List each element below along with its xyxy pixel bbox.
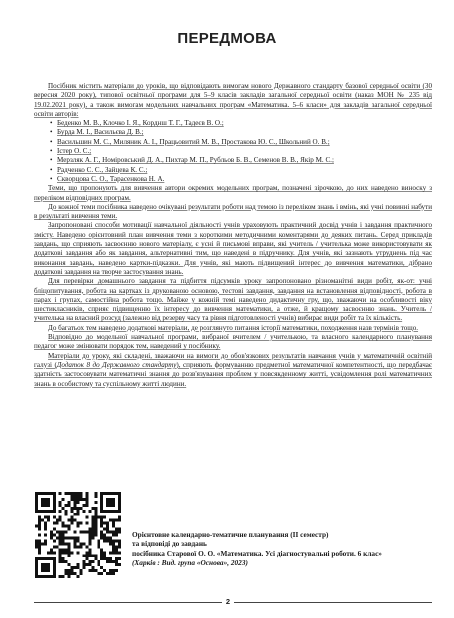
paragraph-order-text: Відповідно до модельної навчальної програми, вибраної вчителем / учителькою, та власного календарного планування педагог може змінювати порядок тем, наведений у посібнику. [34,333,432,351]
paragraph-competence-text [34,352,432,388]
author-item: • Васильшин М. С., Миляник А. І., Працьовитий М. В., Простакова Ю. С., Школьний О. В.; [50,138,432,147]
author-item: • Радченко С. С., Зайцева К. С.; [50,166,432,175]
paragraph-history-text: До багатьох тем наведено додаткові матеріали, де розглянуто питання історії математики, походження назв термінів тощо. [48,323,419,332]
competence-part-1: Матеріали до уроку, які складені, зважаючи на вимоги до обов'язкових результатів навчання учнів у математичній освітній галузі ( [34,351,432,369]
paragraph-homework-text: Для перевірки домашнього завдання та підбиття підсумків уроку запропоновано різноманітні види робіт, як-от: учні бліцопитування, робота на картках із друкованою основою, тестові завдання, завдання на встановлення відповідності, робота в парах і групах, самостійна робота тощо. Майже у кожній темі наведено дидактичну гру, що, зважаючи на особливості віку шестикласників, сприяє підвищенню їх інтересу до вивчення математики, а отже, й кращому засвоєнню знань. Учитель / учителька на власний розсуд (залежно від резерву часу та рівня підготовленості учнів) вибирає види робіт та їх кількість. [34,277,432,323]
paragraph-order [34,333,432,352]
footer-rule-left [34,602,222,603]
qr-caption-line-3: посібника Старової О. О. «Математика. Усі діагностувальні роботи. 6 клас» [132,548,382,558]
paragraph-results [34,203,432,222]
paragraph-competence [34,352,432,389]
paragraph-results-text: До кожної теми посібника наведено очікувані результати роботи над темою із переліком знань і вмінь, які учні повинні набути в результаті вивчення теми. [34,202,432,221]
footer-rule-right [234,602,432,603]
paragraph-asterisk [34,184,432,203]
author-item: • Скворцова С. О., Тарасенкова Н. А. [50,175,432,184]
qr-caption [132,530,432,568]
competence-part-2: ), сприяють формуванню предметної математичної компетентності, що передбачає здатність застосовувати математичні знання до розв'язування проблем у повсякденному житті, усвідомлення ролі математичних знань в особистому та суспільному житті людини. [34,360,432,388]
paragraph-homework [34,277,432,323]
qr-caption-line-4: (Харків : Вид. група «Основа», 2023) [132,558,248,568]
qr-code[interactable] [35,492,121,578]
paragraph-asterisk-text: Теми, що пропонують для вивчення автори окремих модельних програм, позначені зірочкою, до них наведено виноску з переліком відповідних програм. [34,184,432,202]
author-item: • Істер О. С.; [50,147,432,156]
author-item: • Мерзляк А. Г., Номіровський Д. А., Пихтар М. П., Рубльов Б. В., Семенов В. В., Якір М. С.; [50,156,432,165]
paragraph-intro [34,82,432,119]
author-item: • Бурда М. І., Васильєва Д. В.; [50,128,432,137]
page-number: 2 [225,597,231,606]
qr-caption-line-1: Орієнтовне календарно-тематичне планування (II семестр) [132,530,329,539]
paragraph-intro-text: Посібник містить матеріали до уроків, що відповідають вимогам нового Державного стандарту базової середньої освіти (30 вересня 2020 року), типової освітньої програми для 5–9 класів закладів загальної середньої освіти (наказ МОН № 235 від 19.02.2021 року), а також вимогам модельних навчальних програм «Математика. 5–6 класи» для закладів загальної середньої освіти авторів: [34,82,432,118]
paragraph-motivation [34,221,432,277]
competence-italic: Додаток 8 до Державного стандарту [56,360,177,369]
qr-code-image [35,492,121,578]
authors-list [50,119,432,184]
paragraph-history [34,324,432,333]
qr-caption-line-2: та відповіді до завдань [132,539,207,549]
paragraph-motivation-text: Запропоновані способи мотивації навчальної діяльності учнів ураховують практичний досвід учнів і завдання практичного змісту. Наведено орієнтовний план вивчення теми з короткими методичними коментарями до деяких питань. Серед прикладів завдань, що сприяють засвоєнню нового матеріалу, є усні й письмові вправи, які учитель / учителька може використовувати як додаткові завдання або як завдання, альтернативні тим, що наведені в підручнику. Для учнів, які зазнають утруднень під час виконання завдань, наведено картки-підказки. Для учнів, які мають підвищений інтерес до вивчення математики, дібрано додаткові завдання на творче застосування знань. [34,221,432,276]
author-item: • Беденко М. В., Клочко І. Я., Корднш Т. Г., Тадеєв В. О.; [50,119,432,128]
preface-body [34,82,432,389]
page-title: ПЕРЕДМОВА [177,30,277,47]
